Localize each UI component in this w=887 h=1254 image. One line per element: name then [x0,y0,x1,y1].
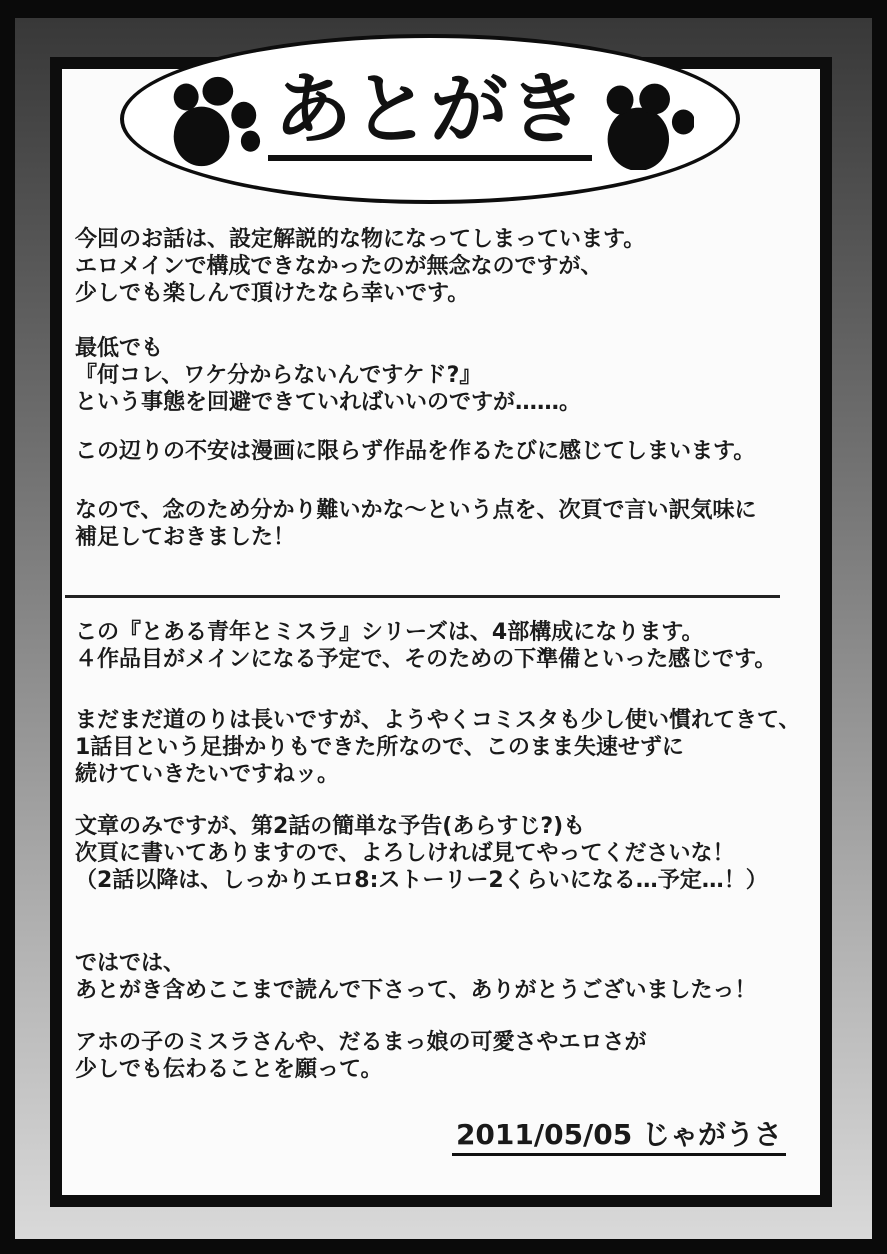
section-divider [65,595,780,598]
paragraph [75,335,814,416]
paragraph-line: 『何コレ、ワケ分からないんですケド?』 [75,363,482,388]
paragraph-line: アホの子のミスラさんや、だるまっ娘の可愛さやエロさが [75,1030,647,1055]
paragraph-line: 1話目という足掛かりもできた所なので、このまま失速せずに [75,735,684,760]
paragraph-line: この辺りの不安は漫画に限らず作品を作るたびに感じてしまいます。 [75,439,756,464]
paragraph-line: ４作品目がメインになる予定で、そのための下準備といった感じです。 [75,647,777,672]
paragraph-line: 少しでも楽しんで頂けたなら幸いです。 [75,281,470,306]
paper [62,69,820,1195]
afterword-text [75,226,814,1151]
paragraph-line: まだまだ道のりは長いですが、ようやくコミスタも少し使い慣れてきて、 [75,708,801,733]
paragraph-line: 最低でも [75,336,164,361]
paragraph [75,950,814,1004]
paragraph [75,707,814,788]
date-signature [75,1118,814,1151]
paragraph-line: （2話以降は、しっかりエロ8:ストーリー2くらいになる…予定…！） [75,868,768,893]
paragraph [75,438,814,465]
paragraph-line: 少しでも伝わることを願って。 [75,1057,383,1082]
title-banner [120,34,740,204]
paragraph [75,813,814,894]
paragraph-line: あとがき含めここまで読んで下さって、ありがとうございましたっ！ [75,978,757,1003]
paragraph-line: 補足しておきました！ [75,525,296,550]
paragraph-line: 次頁に書いてありますので、よろしければ見てやってくださいな！ [75,841,735,866]
paragraph-line: エロメインで構成できなかったのが無念なのですが、 [75,254,603,279]
paragraph [75,497,814,551]
paragraph [75,619,814,673]
paragraph [75,1029,814,1083]
paragraph-line: この『とある青年とミスラ』シリーズは、4部構成になります。 [75,620,704,645]
paragraph-line: 文章のみですが、第2話の簡単な予告(あらすじ?)も [75,814,586,839]
page-title: あとがき [268,71,592,161]
paw-icon [166,73,262,169]
paragraph-line: ではでは、 [75,951,186,976]
paragraph-line: という事態を回避できていればいいのですが……。 [75,390,582,415]
paragraph-line: なので、念のため分かり難いかな～という点を、次頁で言い訳気味に [75,498,757,523]
paragraph [75,226,814,307]
paw-icon [598,74,694,170]
date-signature-text: 2011/05/05 じゃがうさ [452,1118,786,1156]
paragraph-line: 今回のお話は、設定解説的な物になってしまっています。 [75,227,646,252]
paragraph-line: 続けていきたいですねッ。 [75,762,340,787]
page-frame [50,57,832,1207]
